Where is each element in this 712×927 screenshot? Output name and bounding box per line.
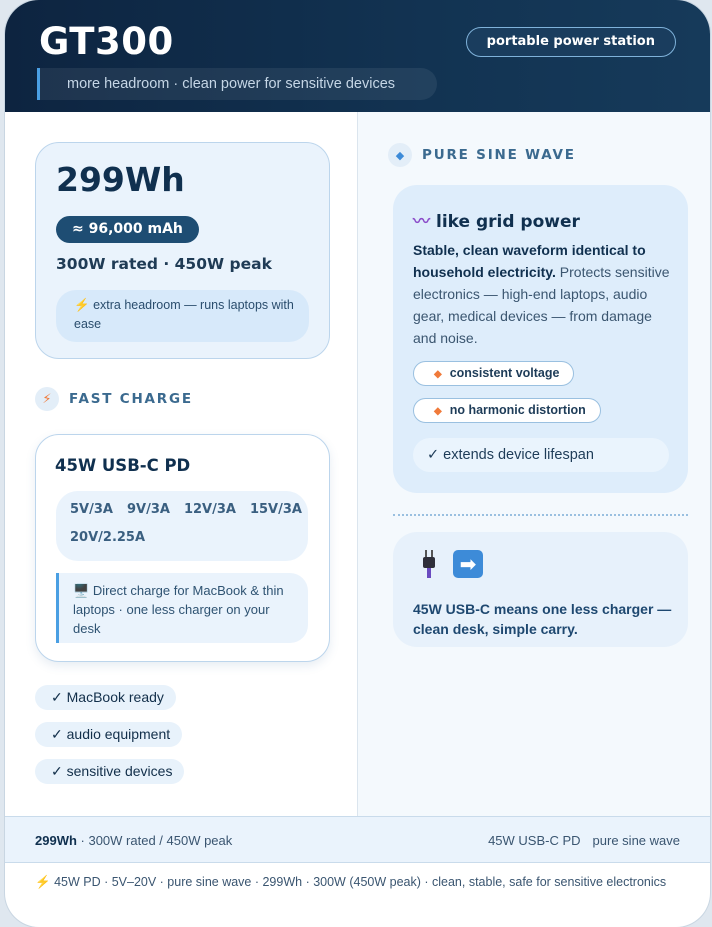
header — [5, 0, 710, 112]
bolt-icon: ⚡ — [35, 387, 59, 411]
left-column — [5, 112, 357, 816]
wave-icon: 〰 — [413, 212, 430, 232]
capacity-box — [35, 142, 330, 359]
diamond-icon: ◆ — [388, 143, 412, 167]
power-rating: 300W rated · 450W peak — [56, 255, 272, 273]
footer-tags: 45W USB-C PD pure sine wave — [488, 833, 680, 848]
diamond-icon: ◆ — [434, 406, 442, 417]
sine-wave-label: PURE SINE WAVE — [422, 147, 576, 163]
voltage-item: 20V/2.25A — [70, 530, 146, 545]
charger-text: 45W USB-C means one less charger — clean desk, simple carry. — [413, 601, 672, 637]
product-title: GT300 — [39, 20, 174, 63]
sine-wave-box — [393, 185, 688, 493]
headroom-note — [56, 290, 309, 342]
spec-footer — [5, 816, 710, 863]
tag-no-harmonic: ◆ no harmonic distortion — [413, 398, 601, 423]
check-macbook: ✓ MacBook ready — [35, 685, 176, 710]
usb-c-box — [35, 434, 330, 662]
divider — [393, 514, 688, 516]
usb-c-title: 45W USB-C PD — [55, 456, 191, 475]
charger-icons — [423, 550, 483, 578]
voltage-item: 5V/3A — [70, 502, 113, 517]
subtitle: more headroom · clean power for sensitive devices — [37, 68, 437, 100]
plug-icon — [423, 550, 435, 578]
right-column — [357, 112, 710, 816]
charger-box — [393, 532, 688, 647]
check-sensitive: ✓ sensitive devices — [35, 759, 184, 784]
fast-charge-label: FAST CHARGE — [69, 391, 193, 407]
sine-wave-heading — [388, 143, 576, 167]
sine-title: 〰 like grid power — [413, 212, 580, 232]
bolt-icon: ⚡ — [74, 298, 90, 312]
product-card — [5, 0, 710, 927]
type-badge: portable power station — [466, 27, 676, 57]
footer-note: ⚡ 45W PD · 5V–20V · pure sine wave · 299Wh · 300W (450W peak) · clean, stable, safe for sensitive electronics — [35, 875, 667, 889]
footer-summary: 299Wh · 300W rated / 450W peak — [35, 833, 233, 848]
diamond-icon: ◆ — [434, 369, 442, 380]
tag-consistent-voltage: ◆ consistent voltage — [413, 361, 574, 386]
voltage-item: 12V/3A — [183, 502, 236, 517]
fast-charge-heading — [35, 387, 193, 411]
arrow-right-icon: ➡ — [453, 550, 483, 578]
check-audio: ✓ audio equipment — [35, 722, 182, 747]
sine-description: Stable, clean waveform identical to household electricity. Protects sensitive electronics — high-end laptops, audio gear, medical devices — from damage and noise. — [413, 242, 670, 346]
capacity-value: 299Wh — [56, 160, 185, 199]
voltage-item: 9V/3A — [126, 502, 170, 517]
direct-charge-text: Direct charge for MacBook & thin laptops · one less charger on your desk — [73, 583, 284, 636]
lifespan-note: ✓ extends device lifespan — [413, 438, 669, 472]
laptop-icon: 🖥️ — [73, 583, 90, 598]
mah-badge: ≈ 96,000 mAh — [56, 216, 199, 243]
direct-charge-note — [56, 573, 308, 643]
voltage-list — [56, 491, 308, 561]
voltage-item: 15V/3A — [249, 502, 302, 517]
headroom-text: extra headroom — runs laptops with ease — [74, 298, 294, 331]
bolt-icon: ⚡ — [35, 875, 51, 889]
